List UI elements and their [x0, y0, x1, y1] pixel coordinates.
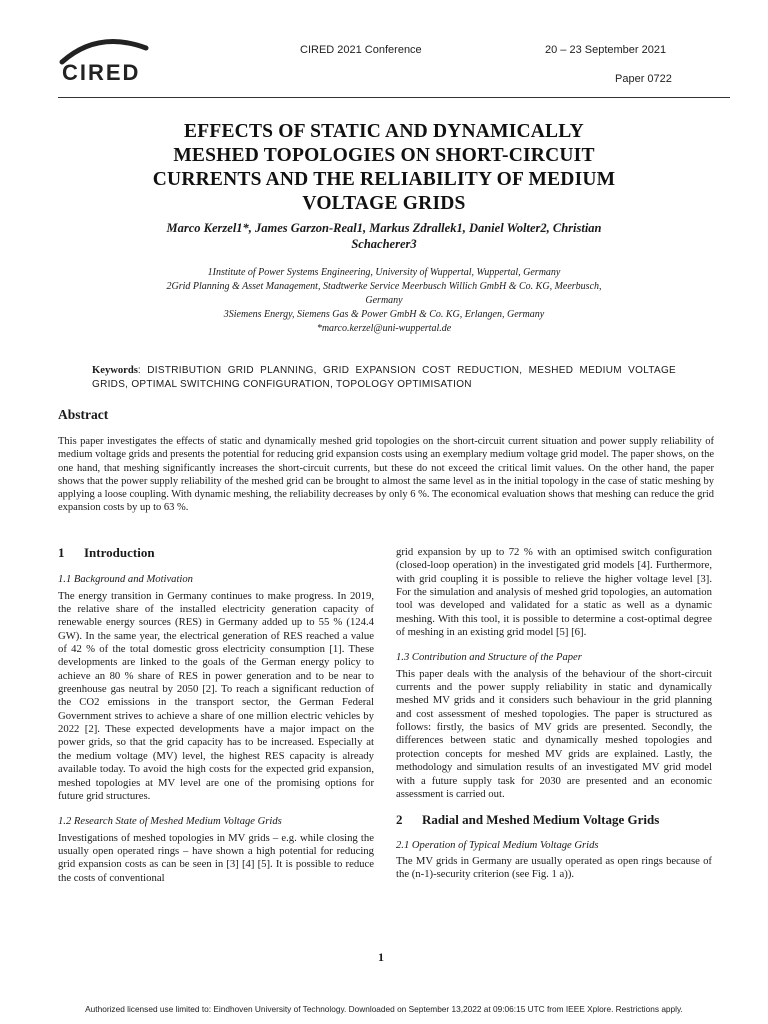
affiliation-line: 1Institute of Power Systems Engineering, University of Wuppertal, Wuppertal, Germany: [207, 267, 561, 278]
title-line: CURRENTS AND THE RELIABILITY OF MEDIUM: [152, 169, 616, 190]
paragraph: The MV grids in Germany are usually operated as open rings because of the (n-1)-security criterion (see Fig. 1 a)).: [396, 854, 712, 881]
keywords-text: : DISTRIBUTION GRID PLANNING, GRID EXPANSION COST REDUCTION, MESHED MEDIUM VOLTAGE GRIDS, OPTIMAL SWITCHING CONFIGURATION, TOPOLOGY OPTIMISATION: [92, 365, 676, 390]
paragraph: The energy transition in Germany continues to make progress. In 2019, the relative share of the installed electricity generation capacity of renewable energy sources (RES) in Germany added up to 55 % (124.4 GW). In the same year, the electrical generation of RES reached a value of 42 % of the total domestic gross electricity consumption [1]. These developments are linked to the goals of the German energy policy to achieve an 80 % share of RES in power generation and to be near to greenhouse gas neutral by 2050 [2]. To reach a significant reduction of the CO2 emissions in the transport sector, the German Federal Government strives to achieve a share of one million electric vehicles by 2022 [2]. These expected developments have a major impact on the power grids, so that the grid capacity has to be increased. Especially at the medium voltage (MV) level, the highest RES capacity is already available today. To avoid the high costs for the expected grid expansion, meshed topologies at MV level are one of the promising options for future grid structures.: [58, 589, 374, 802]
section-heading: [396, 813, 712, 826]
title-line: EFFECTS OF STATIC AND DYNAMICALLY: [184, 121, 584, 142]
conference-name: CIRED 2021 Conference: [300, 44, 422, 56]
affiliation-line: Germany: [365, 295, 403, 306]
affiliation-line: 2Grid Planning & Asset Management, Stadtwerke Service Meerbusch Willich GmbH & Co. KG, Meerbusch,: [166, 281, 602, 292]
section-title: Introduction: [84, 545, 155, 560]
conference-dates: 20 – 23 September 2021: [545, 44, 667, 56]
title-line: MESHED TOPOLOGIES ON SHORT-CIRCUIT: [173, 145, 595, 166]
paragraph: This paper deals with the analysis of the behaviour of the short-circuit currents and the power supply reliability in static and dynamically meshed MV grids and it considers such behaviour in the grid planning and cost assessment of meshed topologies. The paper is structured as follows: firstly, the basics of MV grids are presented. Secondly, the differences between static and dynamically meshed topologies and protection concepts for meshed MV grids are explained. Lastly, the methodology and simulation results of an investigated MV grid model with a future supply task for 2030 are presented and an economic assessment is carried out.: [396, 667, 712, 800]
cired-logo: [58, 36, 150, 86]
abstract-text: This paper investigates the effects of static and dynamically meshed grid topologies on the short-circuit current situation and power supply reliability of medium voltage grids and presents the potential for reducing grid expansion costs using an exemplary medium voltage grid model. The paper shows, on the one hand, that meshing significantly increases the short-circuit currents, but these do not exceed the critical limit values. On the other hand, the paper shows that the power supply reliability of the meshed grid can be brought to almost the same level as in the initial topology in the case of static meshing by applying a loose coupling. With dynamic meshing, the reliability decreases by only 6 %. The economical evaluation shows that meshing can reduce the grid expansion costs by up to 63 %.: [58, 436, 714, 514]
section-heading: [58, 546, 374, 559]
right-column: [396, 546, 712, 882]
subsection-heading: 2.1 Operation of Typical Medium Voltage Grids: [396, 839, 599, 851]
paragraph: Investigations of meshed topologies in MV grids – e.g. while closing the usually open operated rings – have shown a high potential for reducing grid expansion costs as can be seen in [3] [4] [5]. It is possible to reduce the costs of conventional: [58, 831, 374, 884]
authors-line: Marco Kerzel1*, James Garzon-Real1, Markus Zdrallek1, Daniel Wolter2, Christian: [166, 221, 602, 235]
paper-title: [98, 120, 670, 216]
abstract-heading: Abstract: [58, 407, 109, 422]
section-title: Radial and Meshed Medium Voltage Grids: [422, 812, 660, 828]
subsection-heading: 1.2 Research State of Meshed Medium Voltage Grids: [58, 816, 282, 828]
subsection-heading: 1.1 Background and Motivation: [58, 574, 193, 586]
header-rule: [58, 97, 730, 98]
title-line: VOLTAGE GRIDS: [302, 193, 466, 214]
contact-email[interactable]: *marco.kerzel@uni-wuppertal.de: [316, 323, 452, 334]
license-footer: Authorized licensed use limited to: Eindhoven University of Technology. Downloaded on September 13,2022 at 09:06:15 UTC from IEEE Xplore. Restrictions apply.: [85, 1004, 683, 1014]
affiliation-line: 3Siemens Energy, Siemens Gas & Power GmbH & Co. KG, Erlangen, Germany: [223, 309, 545, 320]
section-number: 2: [396, 812, 403, 828]
authors-line: Schacherer3: [351, 237, 417, 251]
paragraph: grid expansion by up to 72 % with an optimised switch configuration (closed-loop operation) in the investigated grid models [4]. Furthermore, with grid coupling it is possible to relieve the higher voltage level [3]. For the simulation and analysis of meshed grid topologies, an automation tool was developed and validated for a static as well as a dynamic meshing. With this tool, it is possible to determine a cost-optimal degree of meshing in an existing grid model [5] [6].: [396, 546, 712, 639]
left-column: [58, 546, 374, 885]
paper-number: Paper 0722: [615, 73, 672, 85]
keywords-label: Keywords: [92, 365, 138, 376]
section-number: 1: [58, 545, 65, 560]
page-number: 1: [378, 950, 384, 964]
subsection-heading: 1.3 Contribution and Structure of the Paper: [396, 652, 582, 664]
keywords: [92, 364, 676, 392]
affiliations: [96, 266, 672, 336]
logo-text: CIRED: [62, 60, 141, 85]
author-list: [96, 220, 672, 252]
